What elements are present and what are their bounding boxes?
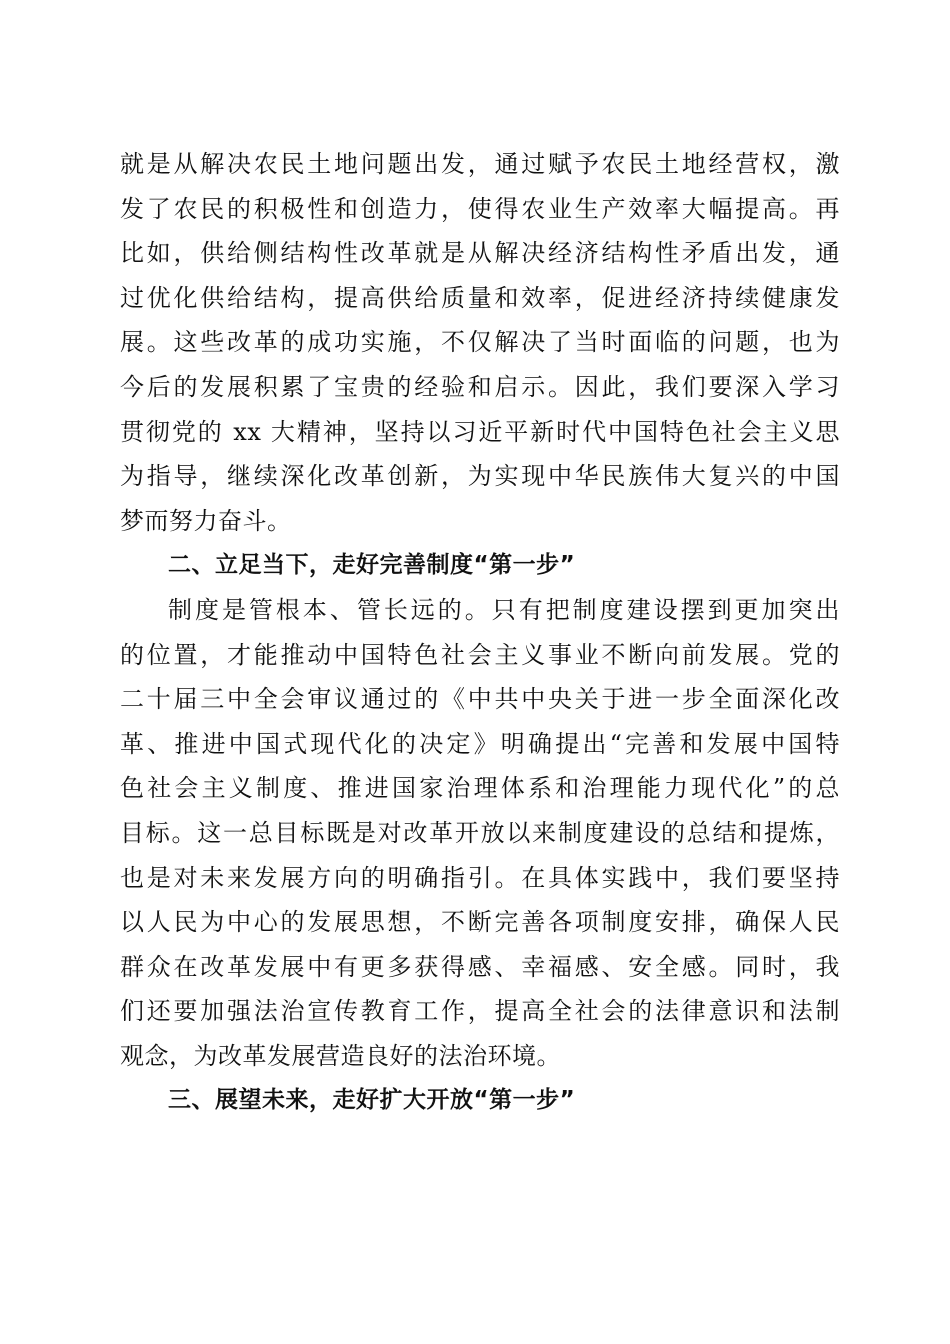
section-heading: 三、展望未来，走好扩大开放“第一步” xyxy=(168,1087,576,1114)
paragraph-line: 梦而努力奋斗。 xyxy=(120,506,292,535)
paragraph-line: 贯彻党的 xx 大精神，坚持以习近平新时代中国特色社会主义思 xyxy=(120,417,840,446)
paragraph-line: 革、推进中国式现代化的决定》明确提出“完善和发展中国特 xyxy=(120,729,840,758)
paragraph-line: 发了农民的积极性和创造力，使得农业生产效率大幅提高。再 xyxy=(120,194,840,223)
paragraph-line: 展。这些改革的成功实施，不仅解决了当时面临的问题，也为 xyxy=(120,328,840,357)
paragraph-line: 就是从解决农民土地问题出发，通过赋予农民土地经营权，激 xyxy=(120,150,840,178)
paragraph-line: 今后的发展积累了宝贵的经验和启示。因此，我们要深入学习 xyxy=(120,372,840,401)
paragraph-line: 制度是管根本、管长远的。只有把制度建设摆到更加突出 xyxy=(168,595,840,624)
paragraph-line: 的位置，才能推动中国特色社会主义事业不断向前发展。党的 xyxy=(120,640,840,669)
section-heading: 二、立足当下，走好完善制度“第一步” xyxy=(168,552,576,579)
paragraph-line: 也是对未来发展方向的明确指引。在具体实践中，我们要坚持 xyxy=(120,863,840,892)
paragraph-line: 比如，供给侧结构性改革就是从解决经济结构性矛盾出发，通 xyxy=(120,239,840,268)
paragraph-line: 目标。这一总目标既是对改革开放以来制度建设的总结和提炼， xyxy=(120,818,840,847)
paragraph-line: 过优化供给结构，提高供给质量和效率，促进经济持续健康发 xyxy=(120,283,840,312)
document-body xyxy=(120,142,840,1123)
paragraph-line: 色社会主义制度、推进国家治理体系和治理能力现代化”的总 xyxy=(120,774,840,803)
paragraph-line: 观念，为改革发展营造良好的法治环境。 xyxy=(120,1041,561,1070)
paragraph-line: 为指导，继续深化改革创新，为实现中华民族伟大复兴的中国 xyxy=(120,462,840,491)
paragraph-line: 以人民为中心的发展思想，不断完善各项制度安排，确保人民 xyxy=(120,908,840,937)
paragraph-line: 群众在改革发展中有更多获得感、幸福感、安全感。同时，我 xyxy=(120,952,840,981)
paragraph-line: 二十届三中全会审议通过的《中共中央关于进一步全面深化改 xyxy=(120,685,840,714)
paragraph-line: 们还要加强法治宣传教育工作，提高全社会的法律意识和法制 xyxy=(120,997,840,1026)
